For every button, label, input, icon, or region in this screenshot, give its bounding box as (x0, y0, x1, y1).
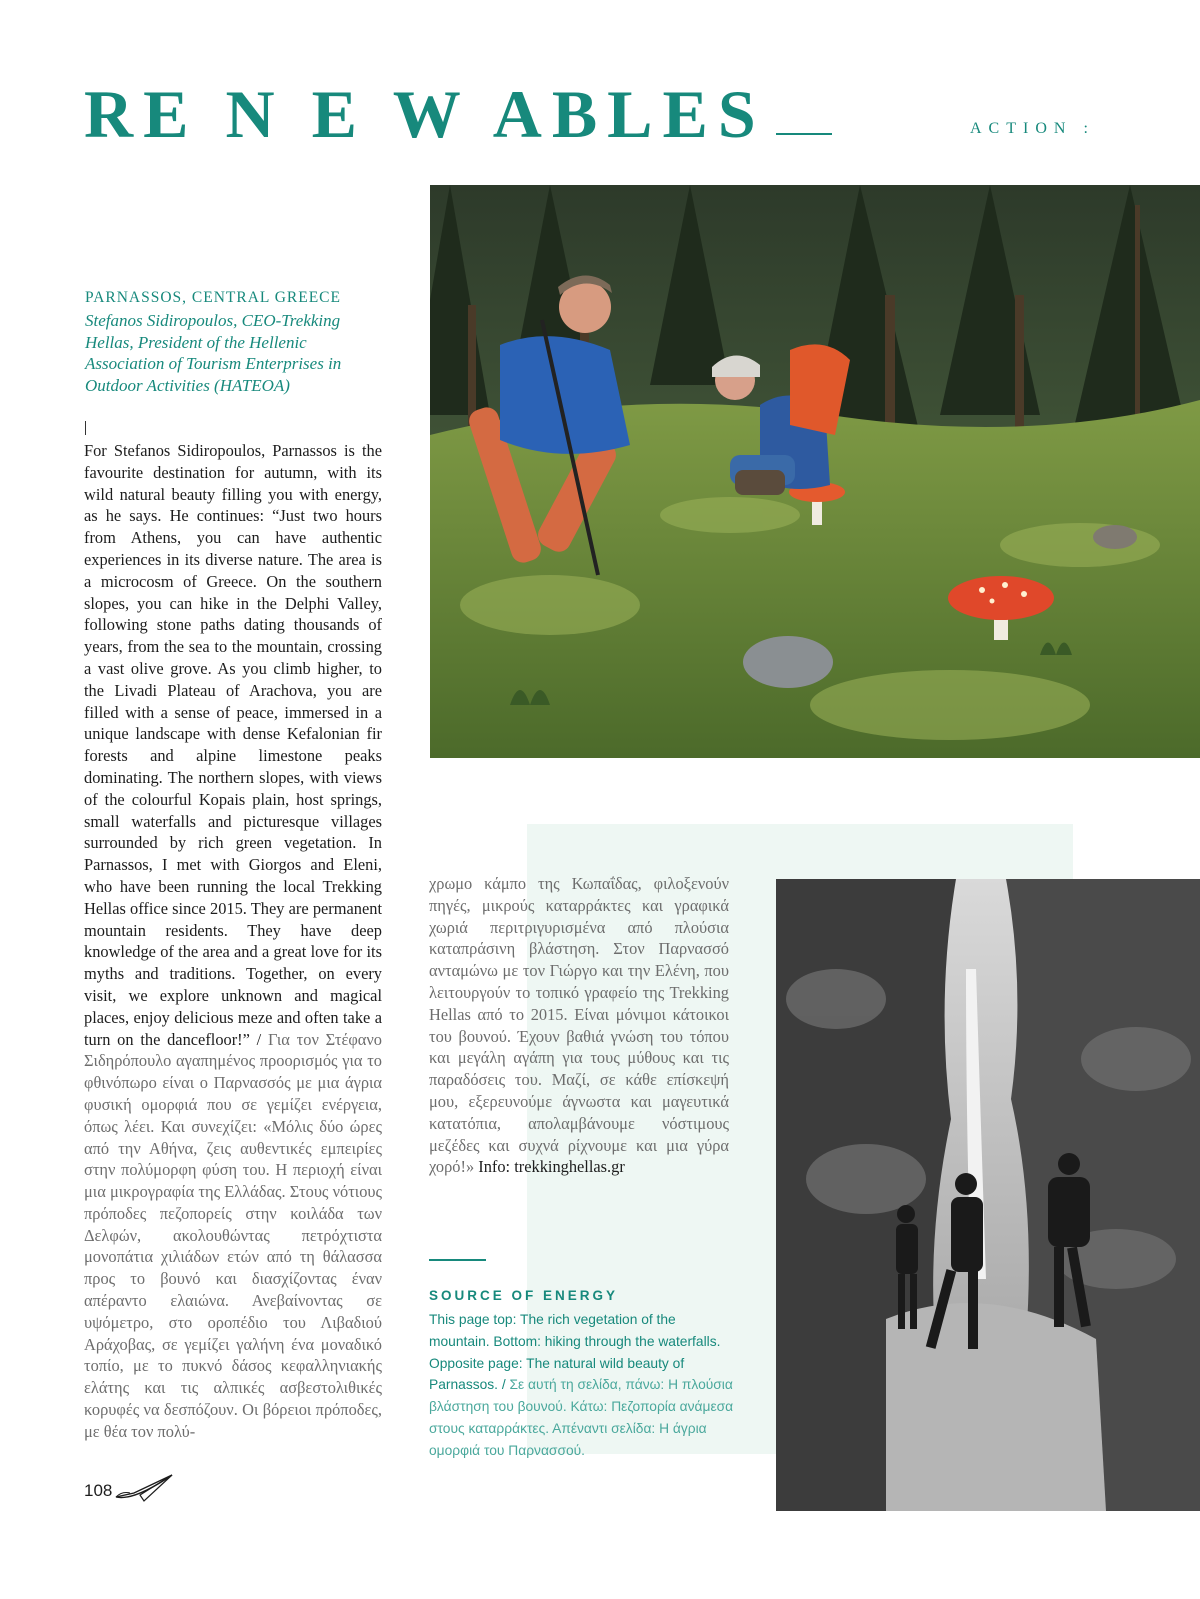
article-body-greek-part2: χρωμο κάμπο της Κωπαΐδας, φιλοξενούν πηγές, μικρούς καταρράκτες και γραφικά χωριά περιτριγυρισμένα από πλούσια καταπράσινη βλάστηση. Στον Παρνασσό ανταμώνω με τον Γιώργο και την Ελένη, που λειτουργούν το τοπικό γραφείο της Trekking Hellas από το 2015. Είναι μόνιμοι κάτοικοι του βουνού. Έχουν βαθιά γνώση του τόπου και μεγάλη αγάπη για τους μύθους και τις παραδόσεις του. Μαζί, σε κάθε επίσκεψή μου, εξερευνούμε άγνωστα και μαγευτικά κατατόπια, απολαμβάνουμε νόστιμους μεζέδες και συχνά ρίχνουμε και μια γύρα χορό!» (429, 874, 729, 1177)
article-body-left-column (84, 440, 382, 1443)
waterfall-hikers-photo (776, 879, 1200, 1511)
caption-english: This page top: The rich vegetation of the mountain. Bottom: hiking through the waterfalls. Opposite page: The natural wild beauty of Parnassos. / (429, 1312, 721, 1393)
caption-greek: Σε αυτή τη σελίδα, πάνω: Η πλούσια βλάστηση του βουνού. Κάτω: Πεζοπορία ανάμεσα στους καταρράκτες. Απέναντι σελίδα: Η άγρια ομορφιά του Παρνασσού. (429, 1377, 734, 1458)
article-location: PARNASSOS, CENTRAL GREECE (85, 289, 341, 306)
caption-rule (429, 1259, 486, 1261)
article-byline: Stefanos Sidiropoulos, CEO-Trekking Hellas, President of the Hellenic Association of Tourism Enterprises in Outdoor Activities (HATEOA) (85, 311, 342, 395)
article-body-right-column (429, 873, 729, 1178)
paper-plane-icon (114, 1471, 174, 1503)
caption-text (429, 1309, 734, 1462)
article-body-english: For Stefanos Sidiropoulos, Parnassos is the favourite destination for autumn, with its wild natural beauty filling you with energy, as he says. He continues: “Just two hours from Athens, you can have authentic experiences in its diverse nature. The area is a microcosm of Greece. On the southern slopes, you can hike in the Delphi Valley, following stone paths dating thousands of years, from the sea to the mountain, crossing a vast olive grove. As you climb higher, to the Livadi Plateau of Arachova, you are filled with a sense of peace, immersed in a unique landscape with dense Kefalonian fir forests and alpine limestone peaks dominating. The northern slopes, with views of the colourful Kopais plain, host springs, small waterfalls and picturesque villages surrounded by rich green vegetation. In Parnassos, I met with Giorgos and Eleni, who have been running the local Trekking Hellas office since 2015. They are permanent mountain residents. They have deep knowledge of the area and a great love for its myths and traditions. Together, on every visit, we explore unknown and magical places, enjoy delicious meze and often take a turn on the dancefloor!” / (84, 441, 382, 1049)
masthead-rule (776, 133, 832, 135)
magazine-section-title: RE N E W ABLES (84, 76, 766, 152)
article-info-link[interactable]: Info: trekkinghellas.gr (478, 1157, 625, 1177)
caption-title: SOURCE OF ENERGY (429, 1288, 619, 1303)
page-number: 108 (84, 1481, 113, 1500)
article-body-greek-part1: Για τον Στέφανο Σιδηρόπουλο αγαπημένος προορισμός για το φθινόπωρο είναι ο Παρνασσός με μια άγρια φυσική ομορφιά που σε γεμίζει ενέργεια, όπως λέει. Και συνεχίζει: «Μόλις δύο ώρες από την Αθήνα, ζεις αυθεντικές εμπειρίες στην πολύμορφη φύση του. Η περιοχή είναι μια μικρογραφία της Ελλάδας. Στους νότιους πρόποδες πεζοπορείς στην κοιλάδα των Δελφών, ακολουθώντας πετρόχτιστα μονοπάτια χιλιάδων ετών από τη θάλασσα προς το βουνό και διασχίζοντας έναν απέραντο ελαιώνα. Ανεβαίνοντας σε υψόμετρο, στο οροπέδιο του Λιβαδιού Αράχοβας, σε γεμίζει γαλήνη ένα μοναδικό τοπίο, με το πυκνό δάσος κεφαλληνιακής ελάτης και τις αλπικές ασβεστολιθικές κορυφές να δεσπόζουν. Οι βόρειοι πρόποδες, με θέα τον πολύ- (84, 1029, 382, 1441)
section-label: ACTION : (970, 120, 1095, 137)
forest-mushrooms-photo (430, 185, 1200, 758)
byline-divider (85, 421, 86, 435)
